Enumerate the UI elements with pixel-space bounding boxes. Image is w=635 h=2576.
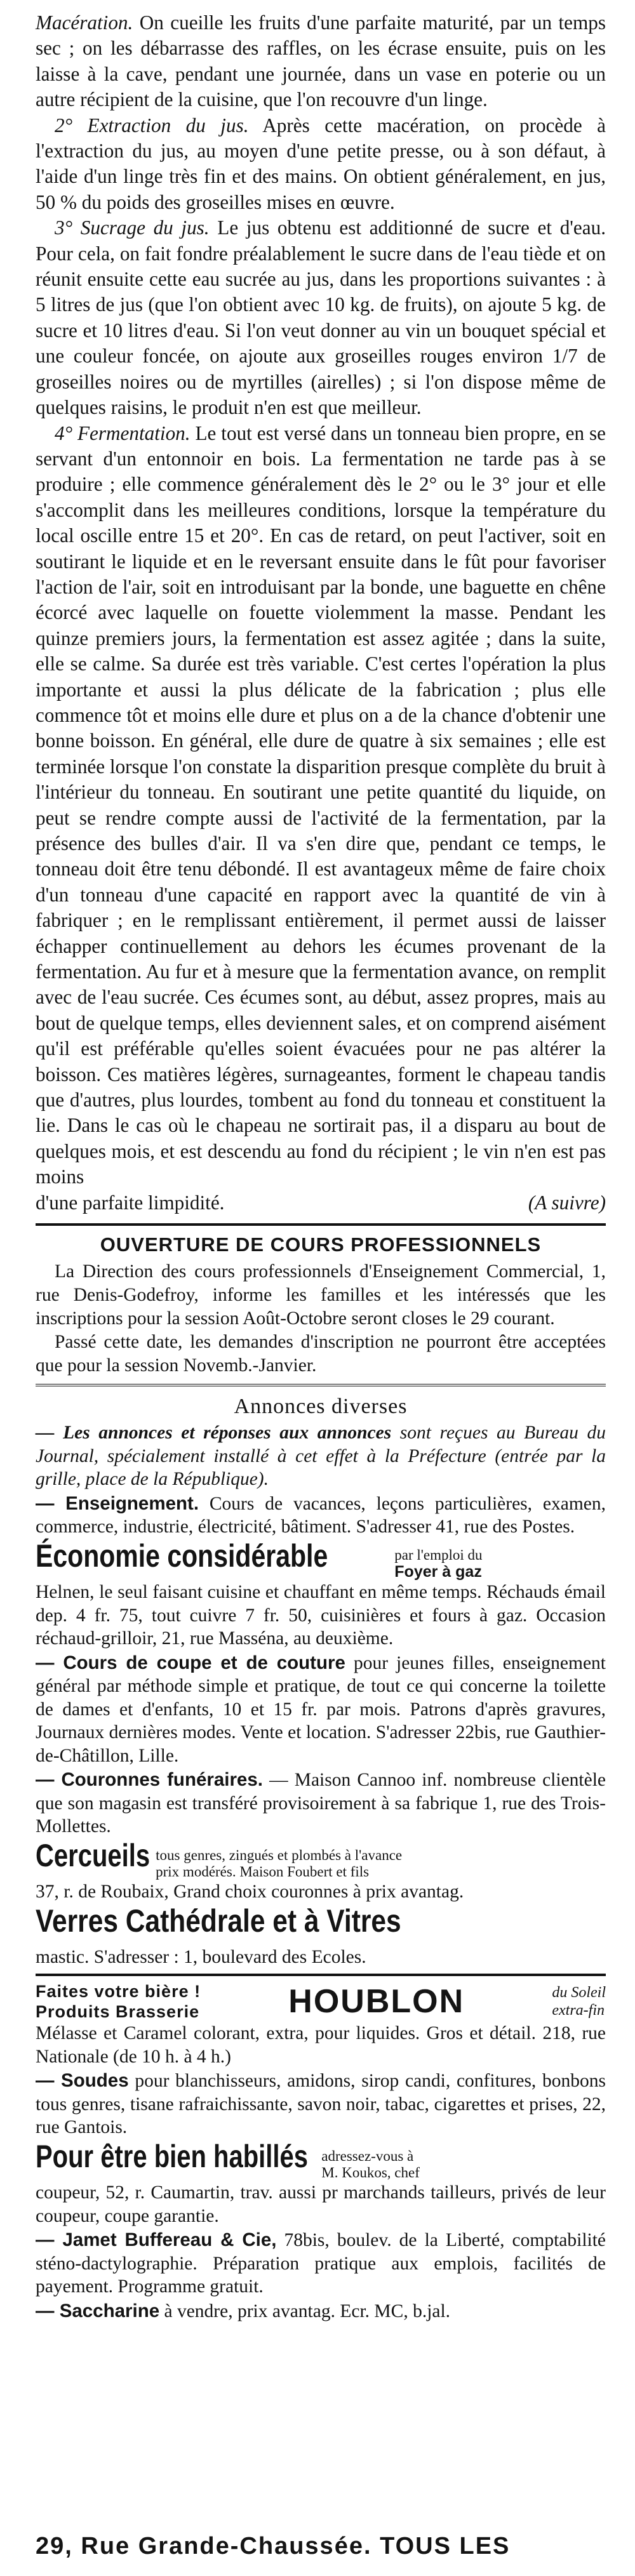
economie-side <box>394 1547 482 1581</box>
annonces-section <box>36 1395 606 2323</box>
ad-verres-headline <box>36 1904 606 1946</box>
biere-line-1: Faites votre bière ! <box>36 1982 201 2002</box>
verres-big-title: Verres Cathédrale et à Vitres <box>36 1902 401 1939</box>
paragraph-text: On cueille les fruits d'une parfaite maturité, par un temps sec ; on les débarrasse des raffles, on les écrase ensuite, puis on les laisse à la cave, pendant une journée, dans un vase en poterie ou un autre récipient de la cuisine, que l'on recouvre d'un linge. <box>36 11 606 111</box>
paragraph-label: Macération. <box>36 11 133 34</box>
ad-title: — Saccharine <box>36 2300 160 2321</box>
cercueils-side <box>156 1847 402 1880</box>
paragraph-closing <box>36 1190 606 1216</box>
soleil-tag <box>552 1984 606 2019</box>
houblon-title: HOUBLON <box>288 1983 465 2021</box>
ad-title: — Soudes <box>36 2070 129 2092</box>
ad-soudes <box>36 2069 606 2139</box>
soleil-line-1: du Soleil <box>552 1984 606 2002</box>
ad-cercueils-headline <box>36 1838 606 1880</box>
paragraph-fermentation <box>36 421 606 1190</box>
ad-title: — Cours de coupe et de couture <box>36 1652 345 1673</box>
ad-text: — Maison Cannoo inf. nombreuse clientèle que son magasin est transféré provisoirement à sa fabrique 1, rue des Trois-Mollettes. <box>36 1770 606 1837</box>
ad-jamet <box>36 2229 606 2299</box>
biere-tag <box>36 1981 201 2022</box>
ad-intro-title: — Les annonces et réponses aux annonces <box>36 1423 392 1444</box>
ad-economie-text: Helnen, le seul faisant cuisine et chauffant en même temps. Réchauds émail dep. 4 fr. 75, tout cuivre 7 fr. 50, cuisinières et fours à gaz. Occasion réchaud-grilloir, 21, rue Masséna, au deuxième. <box>36 1582 606 1649</box>
cours-section <box>36 1233 606 1378</box>
habilles-big-title: Pour être bien habillés <box>36 2138 309 2174</box>
ad-saccharine <box>36 2300 606 2323</box>
ad-couronnes <box>36 1769 606 1838</box>
ad-coupe <box>36 1652 606 1768</box>
ad-habilles-text: coupeur, 52, r. Caumartin, trav. aussi pr marchands tailleurs, privés de leur coupeur, coupe garantie. <box>36 2182 606 2226</box>
paragraph-label: 3° Sucrage du jus. <box>55 216 210 239</box>
ad-text: Cours de vacances, leçons particulières, examen, commerce, industrie, électricité, bâtiment. S'adresser 41, rue des Postes. <box>36 1493 606 1537</box>
soleil-line-2: extra-fin <box>552 2002 605 2019</box>
paragraph-label: 2° Extraction du jus. <box>55 114 249 136</box>
ad-enseignement <box>36 1492 606 1539</box>
paragraph-extraction <box>36 113 606 216</box>
paragraph-text: Le tout est versé dans un tonneau bien propre, en se servant d'un entonnoir en bois. La fermentation ne tarde pas à se produire ; elle commence généralement dès le 2° ou le 3° jour et elle s'accomplit dans les meilleures conditions, lorsque la température du local oscille entre 15 et 20°. En cas de retard, on peut l'activer, soit en soutirant le liquide et en le reversant ensuite dans le fût pour favoriser l'action de l'air, soit en introduisant par la bonde, une baguette en chêne écorcé avec laquelle on fouette violemment la masse. Pendant les quinze premiers jours, la fermentation est assez agitée ; dans la suite, elle se calme. Sa durée est très variable. C'est certes l'opération la plus importante et aussi la plus délicate de la fabrication ; plus elle commence tôt et moins elle dure et plus on a de la chance d'obtenir une bonne boisson. En général, elle dure de quatre à six semaines ; elle est terminée lorsque l'on constate la disparition presque complète du bruit à l'intérieur du tonneau. En soutirant une petite quantité du liquide, on peut se rendre compte aussi de l'activité de la fermentation, par la présence des bulles d'air. Il va s'en dire que, pendant ce temps, le tonneau doit être tenu débondé. Il est avantageux même de faire choix d'un tonneau d'une capacité en rapport avec la quantité de vin à fabriquer ; en le remplissant entièrement, il permet aussi de laisser échapper continuellement au dehors les écumes provenant de la fermentation. Au fur et à mesure que la fermentation avance, on remplit avec de l'eau sucrée. Ces écumes sont, au début, assez propres, mais au bout de quelque temps, elles deviennent sales, et on comprend aisément qu'il est préférable qu'elles soient évacuées pour ne pas altérer la boisson. Ces matières légères, surnageantes, forment le chapeau tandis que d'autres, plus lourdes, tombent au fond du tonneau et constituent la lie. Dans le cas où le chapeau ne sortirait pas, il a disparu au bout de quelques mois, et est descendu au fond du récipient ; le vin n'en est pas moins <box>36 422 606 1188</box>
ad-title: — Enseignement. <box>36 1492 199 1514</box>
ad-intro-text: sont reçues au Bureau du Journal, spécialement installé à cet effet à la Préfecture (entrée par la grille, place de la République). <box>36 1423 606 1490</box>
divider <box>36 1974 606 1976</box>
divider <box>36 1384 606 1388</box>
habilles-side <box>321 2148 420 2181</box>
habilles-side-2: M. Koukos, chef <box>321 2165 420 2181</box>
paragraph-label: 4° Fermentation. <box>55 422 190 444</box>
economie-big-title: Économie considérable <box>36 1537 328 1574</box>
cercueils-big-title: Cercueils <box>36 1837 150 1873</box>
closing-text: d'une parfaite limpidité. <box>36 1191 225 1214</box>
a-suivre: (A suivre) <box>528 1191 606 1214</box>
ad-houblon <box>36 1981 606 2022</box>
cercueils-side-1: tous genres, zingués et plombés à l'avance <box>156 1847 403 1864</box>
bottom-cut-line: 29, Rue Grande-Chaussée. TOUS LES <box>36 2533 511 2559</box>
ad-cercueils-text: 37, r. de Roubaix, Grand choix couronnes à prix avantag. <box>36 1882 464 1902</box>
ad-title: — Jamet Buffereau & Cie, <box>36 2229 277 2251</box>
paragraph-sucrage <box>36 215 606 420</box>
ad-intro <box>36 1421 606 1491</box>
ad-economie-headline <box>36 1539 606 1581</box>
cours-paragraph-2: Passé cette date, les demandes d'inscription ne pourront être acceptées que pour la session Novemb.-Janvier. <box>36 1332 606 1376</box>
article <box>36 10 606 1216</box>
paragraph-text: Après cette macération, on procède à l'extraction du jus, au moyen d'une petite presse, ou à son défaut, à l'aide d'un linge très fin et des mains. On obtient généralement, en jus, 50 % du poids des groseilles mises en œuvre. <box>36 114 606 213</box>
paragraph-text: Le jus obtenu est additionné de sucre et d'eau. Pour cela, on fait fondre préalablement le sucre dans de l'eau tiède et on réunit ensuite cette eau sucrée au jus, dans les proportions suivantes : à 5 litres de jus (que l'on obtient avec 10 kg. de fruits), on ajoute 5 kg. de sucre et 10 litres d'eau. Si l'on veut donner au vin un bouquet spécial et une couleur foncée, on ajoute aux groseilles rouges environ 1/7 de groseilles noires ou de myrtilles (airelles) ; si l'on dispose même de quelques raisins, le produit n'en est que meilleur. <box>36 216 606 419</box>
ad-melasse-text: Mélasse et Caramel colorant, extra, pour liquides. Gros et détail. 218, rue Nationale (de 10 h. à 4 h.) <box>36 2023 606 2067</box>
ad-text: pour jeunes filles, enseignement général par méthode simple et pratique, de tout ce qui concerne la toilette de dames et d'enfants, 10 et 15 fr. par mois. Patrons d'après gravures, Journaux dernières modes. Vente et location. S'adresser 22bis, rue Gauthier-de-Châtillon, Lille. <box>36 1652 606 1766</box>
ad-title: — Couronnes funéraires. <box>36 1769 263 1791</box>
habilles-side-1: adressez-vous à <box>321 2148 414 2165</box>
economie-side-1: par l'emploi du <box>394 1547 483 1564</box>
divider <box>36 1223 606 1226</box>
cercueils-side-2: prix modérés. Maison Foubert et fils <box>156 1864 370 1880</box>
annonces-heading: Annonces diverses <box>234 1395 408 1419</box>
ad-text: 78bis, boulev. de la Liberté, comptabilité sténo-dactylographie. Préparation pratique aux emplois, facilités de payement. Programme gratuit. <box>36 2230 606 2297</box>
ad-text: à vendre, prix avantag. Ecr. MC, b.jal. <box>159 2300 451 2321</box>
paragraph-maceration <box>36 10 606 113</box>
economie-side-2: Foyer à gaz <box>394 1563 482 1581</box>
cours-paragraph-1: La Direction des cours professionnels d'Enseignement Commercial, 1, rue Denis-Godefroy, informe les familles et les intéressés que les inscriptions pour la session Août-Octobre seront closes le 29 courant. <box>36 1261 606 1329</box>
ad-verres-text: mastic. S'adresser : 1, boulevard des Ecoles. <box>36 1946 366 1967</box>
ad-habilles-headline <box>36 2139 606 2181</box>
cours-heading: OUVERTURE DE COURS PROFESSIONNELS <box>100 1233 542 1256</box>
biere-line-2: Produits Brasserie <box>36 2002 200 2022</box>
ad-text: pour blanchisseurs, amidons, sirop candi, confitures, bonbons tous genres, tisane rafraichissante, savon noir, tabac, cigarettes et prises, 22, rue Gantois. <box>36 2071 606 2138</box>
